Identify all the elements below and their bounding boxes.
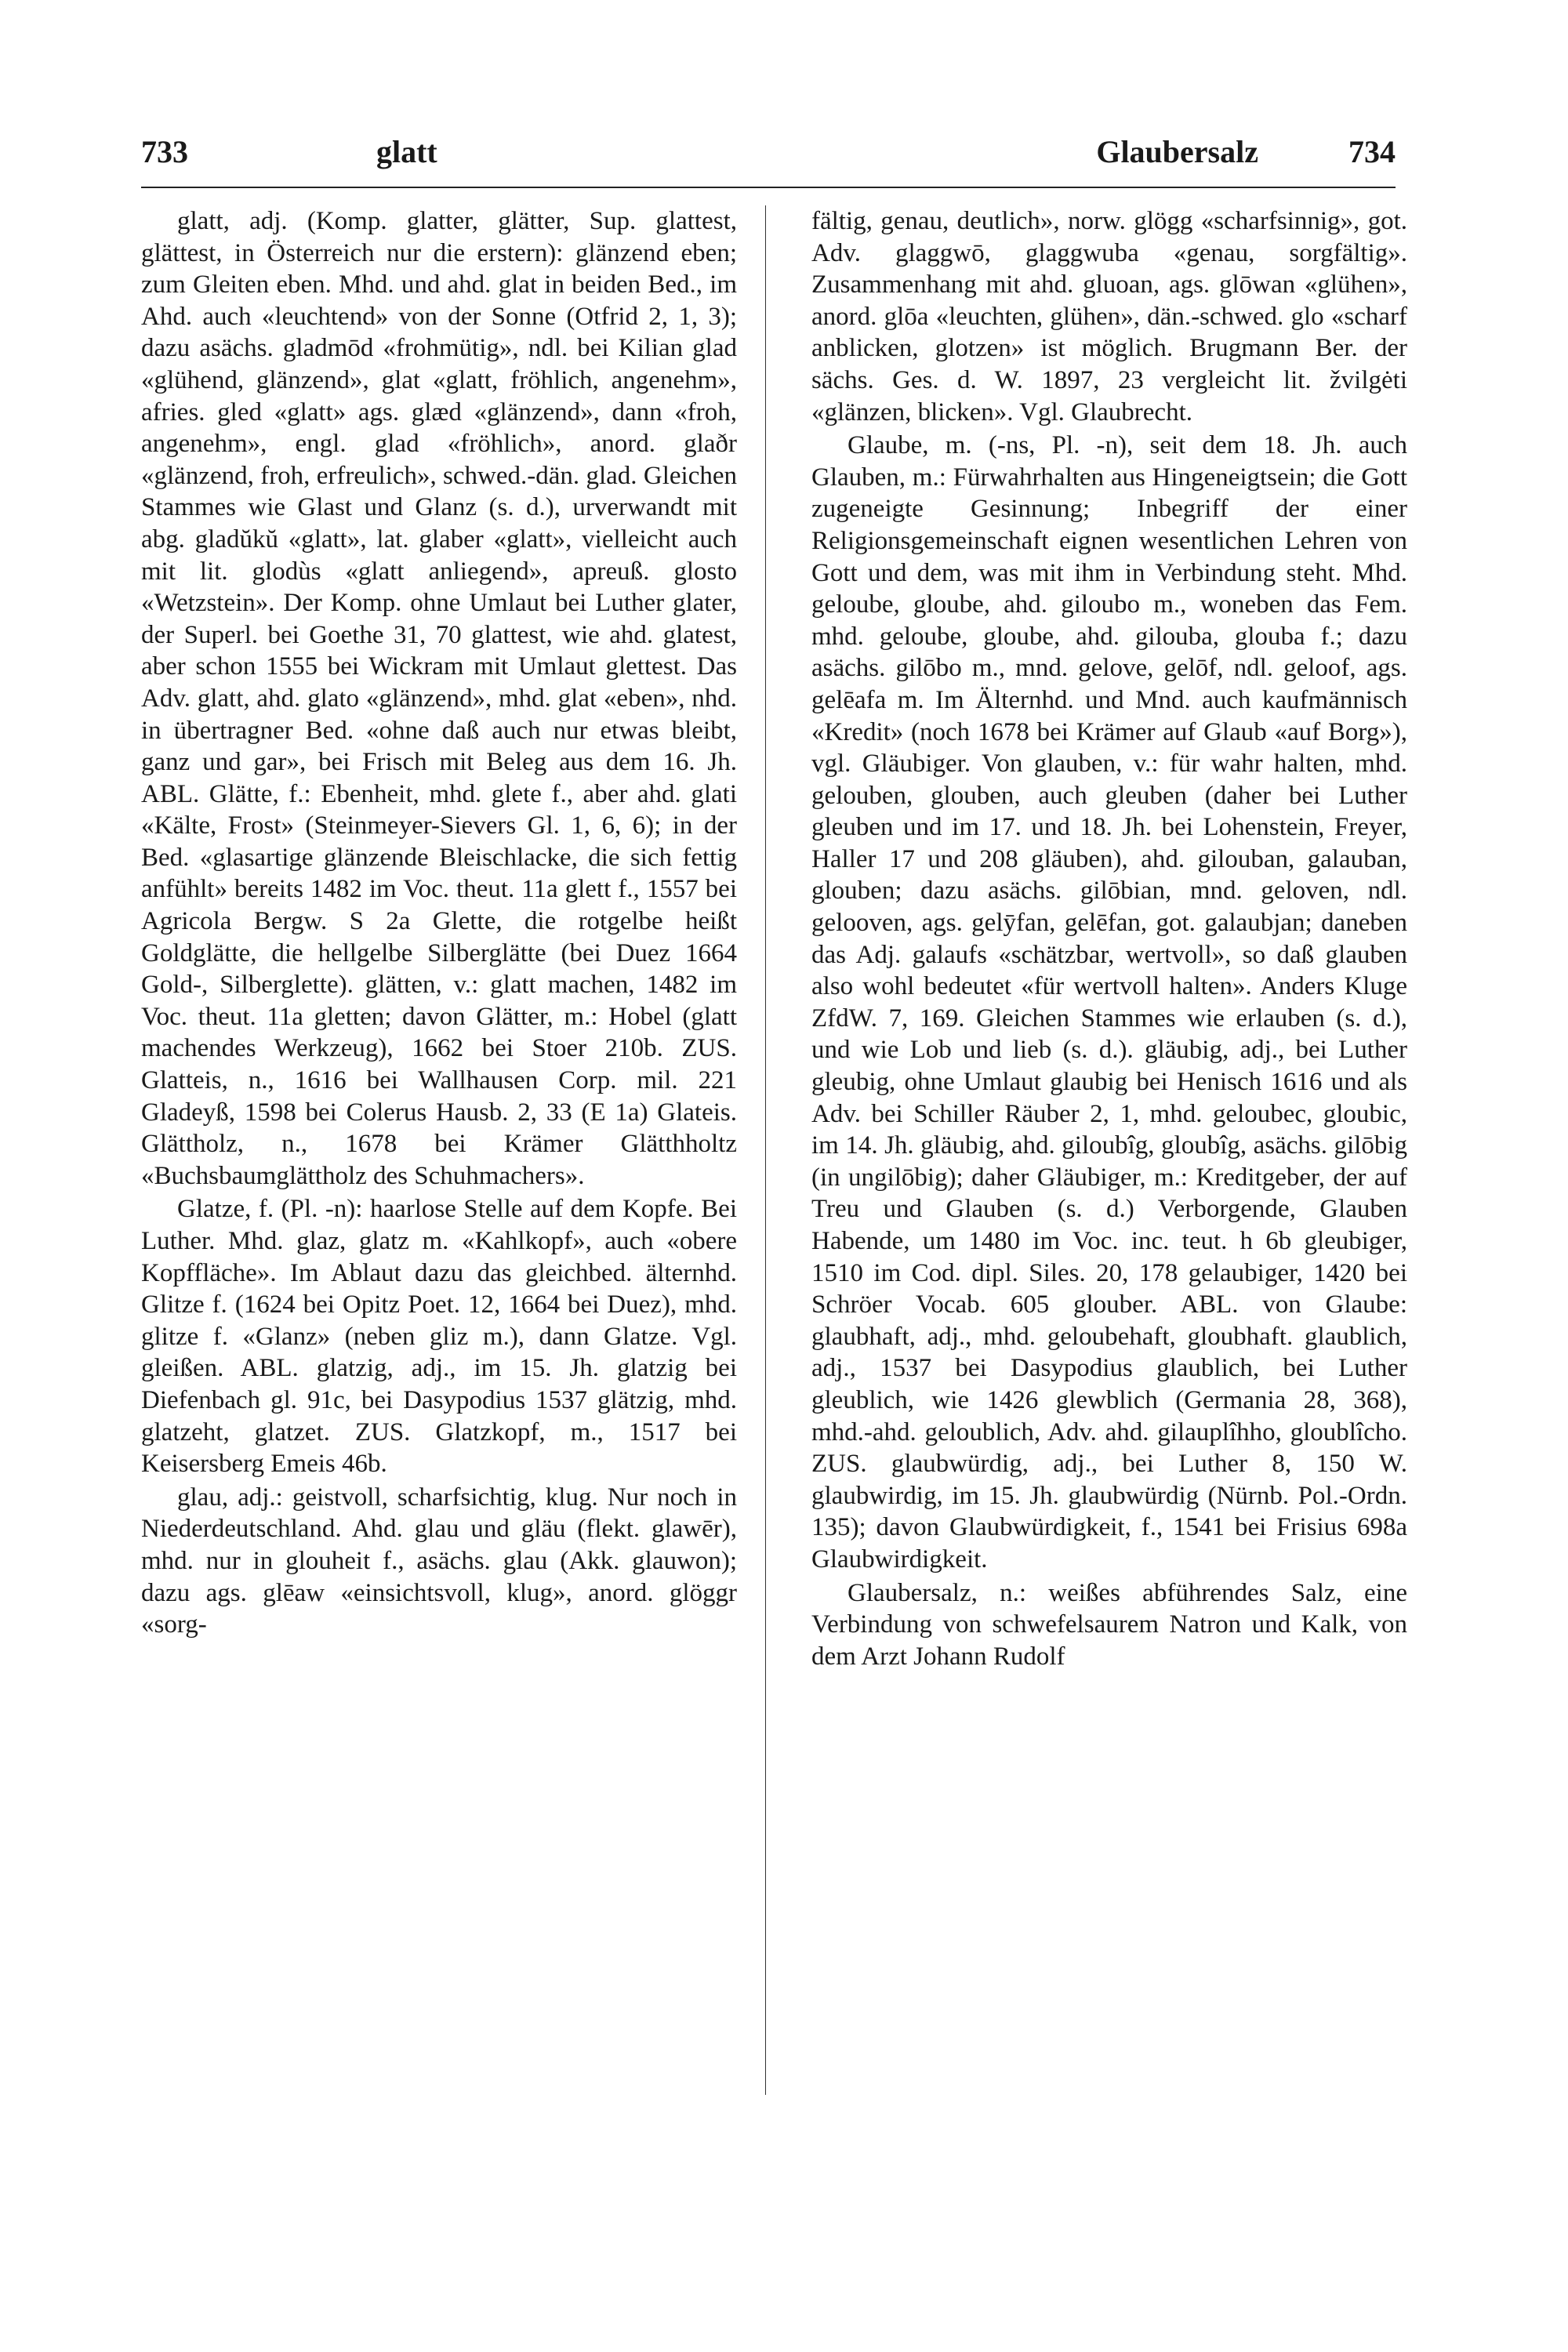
- catchword-left: glatt: [376, 134, 437, 169]
- entry-glaubersalz: Glaubersalz, n.: weißes abführendes Salz, eine Verbindung von schwefelsaurem Natron und Kalk, von dem Arzt Johann Rudolf: [811, 1578, 1407, 1671]
- page-number-left: 733: [141, 134, 188, 169]
- entry-glatt: glatt, adj. (Komp. glatter, glätter, Sup. glattest, glättest, in Österreich nur die erstern): glänzend eben; zum Gleiten eben. Mhd. und ahd. glat in beiden Bed., im Ahd. auch «leuchtend» von der Sonne (Otfrid 2, 1, 3); dazu asächs. gladmōd «frohmütig», ndl. bei Kilian glad «glühend, glänzend», glat «glatt, fröhlich, angenehm», afries. gled «glatt» ags. glæd «glänzend», dann «froh, angenehm», engl. glad «fröhlich», anord. glaðr «glänzend, froh, erfreulich», schwed.-dän. glad. Gleichen Stammes wie Glast und Glanz (s. d.), urverwandt mit abg. gladŭkŭ «glatt», lat. glaber «glatt», vielleicht auch mit lit. glodùs «glatt anliegend», apreuß. glosto «Wetzstein». Der Komp. ohne Umlaut bei Luther glater, der Superl. bei Goethe 31, 70 glattest, wie ahd. glatest, aber schon 1555 bei Wickram mit Umlaut glettest. Das Adv. glatt, ahd. glato «glänzend», mhd. glat «eben», nhd. in übertragner Bed. «ohne daß auch nur etwas bleibt, ganz und gar», bei Frisch mit Beleg aus dem 16. Jh. ABL. Glätte, f.: Ebenheit, mhd. glete f., aber ahd. glati «Kälte, Frost» (Steinmeyer-Sievers Gl. 1, 6, 6); in der Bed. «glasartige glänzende Bleischlacke, die sich fettig anfühlt» bereits 1482 im Voc. theut. 11a glett f., 1557 bei Agricola Bergw. S 2a Glette, die rotgelbe heißt Goldglätte, die hellgelbe Silberglätte (bei Duez 1664 Gold-, Silberglette). glätten, v.: glatt machen, 1482 im Voc. theut. 11a gletten; davon Glätter, m.: Hobel (glatt machendes Werkzeug), 1662 bei Stoer 210b. ZUS. Glatteis, n., 1616 bei Wallhausen Corp. mil. 221 Gladeyß, 1598 bei Colerus Hausb. 2, 33 (E 1a) Glateis. Glättholz, n., 1678 bei Krämer Glätthholtz «Buchsbaumglättholz des Schuhmachers».: [141, 207, 737, 1190]
- left-column: [141, 205, 737, 2259]
- column-divider: [765, 205, 766, 2095]
- page-number-right: 734: [1348, 134, 1396, 169]
- header-rule: [141, 187, 1396, 188]
- catchword-right: Glaubersalz: [1096, 134, 1258, 169]
- entry-glau: glau, adj.: geistvoll, scharfsichtig, klug. Nur noch in Niederdeutschland. Ahd. glau und gläu (flekt. glawēr), mhd. nur in glouheit f., asächs. glau (Akk. glauwon); dazu ags. glēaw «einsichtsvoll, klug», anord. glöggr «sorg-: [141, 1483, 737, 1639]
- running-header: [141, 133, 1396, 188]
- entry-glatze: Glatze, f. (Pl. -n): haarlose Stelle auf dem Kopfe. Bei Luther. Mhd. glaz, glatz m. «Kahlkopf», auch «obere Kopffläche». Im Ablaut dazu das gleichbed. älternhd. Glitze f. (1624 bei Opitz Poet. 12, 1664 bei Duez), mhd. glitze f. «Glanz» (neben gliz m.), dann Glatze. Vgl. gleißen. ABL. glatzig, adj., im 15. Jh. glatzig bei Diefenbach gl. 91c, bei Dasypodius 1537 glätzig, mhd. glatzeht, glatzet. ZUS. Glatzkopf, m., 1517 bei Keisersberg Emeis 46b.: [141, 1195, 737, 1479]
- right-column: [811, 205, 1407, 2259]
- entry-glaube: Glaube, m. (-ns, Pl. -n), seit dem 18. Jh. auch Glauben, m.: Fürwahrhalten aus Hingeneigtsein; die Gott zugeneigte Gesinnung; Inbegriff der einer Religionsgemeinschaft eignen wesentlichen Lehren von Gott und dem, was mit ihm in Verbindung steht. Mhd. geloube, gloube, ahd. giloubo m., woneben das Fem. mhd. geloube, gloube, ahd. gilouba, glouba f.; dazu asächs. gilōbo m., mnd. gelove, gelōf, ndl. geloof, ags. gelēafa m. Im Älternhd. und Mnd. auch kaufmännisch «Kredit» (noch 1678 bei Krämer auf Glaub «auf Borg»), vgl. Gläubiger. Von glauben, v.: für wahr halten, mhd. gelouben, glouben, auch gleuben (daher bei Luther gleuben und im 17. und 18. Jh. bei Lohenstein, Freyer, Haller 17 und 208 gläuben), ahd. gilouban, galauban, glouben; dazu asächs. gilōbian, mnd. geloven, ndl. gelooven, ags. gelȳfan, gelēfan, got. galaubjan; daneben das Adj. galaufs «schätzbar, wertvoll», so daß glauben also wohl bedeutet «für wertvoll halten». Anders Kluge ZfdW. 7, 169. Gleichen Stammes wie erlauben (s. d.), und wie Lob und lieb (s. d.). gläubig, adj., bei Luther gleubig, ohne Umlaut glaubig bei Henisch 1616 und als Adv. bei Schiller Räuber 2, 1, mhd. geloubec, gloubic, im 14. Jh. gläubig, ahd. giloubîg, gloubîg, asächs. gilōbig (in ungilōbig); daher Gläubiger, m.: Kreditgeber, der auf Treu und Glauben (s. d.) Verborgende, Glauben Habende, um 1480 im Voc. inc. teut. h 6b gleubiger, 1510 im Cod. dipl. Siles. 20, 178 gelaubiger, 1420 bei Schröer Vocab. 605 glouber. ABL. von Glaube: glaubhaft, adj., mhd. geloubehaft, gloubhaft. glaublich, adj., 1537 bei Dasypodius glaublich, bei Luther gleublich, wie 1426 glewblich (Germania 28, 368), mhd.-ahd. geloublich, Adv. ahd. gilauplîhho, gloublîcho. ZUS. glaubwürdig, adj., bei Luther 8, 150 W. glaubwirdig, im 15. Jh. glaubwürdig (Nürnb. Pol.-Ordn. 135); davon Glaubwürdigkeit, f., 1541 bei Frisius 698a Glaubwirdigkeit.: [811, 431, 1407, 1573]
- entry-glau-continued: fältig, genau, deutlich», norw. glögg «scharfsinnig», got. Adv. glaggwō, glaggwuba «genau, sorgfältig». Zusammenhang mit ahd. gluoan, ags. glōwan «glühen», anord. glōa «leuchten, glühen», dän.-schwed. glo «scharf anblicken, glotzen» ist möglich. Brugmann Ber. der sächs. Ges. d. W. 1897, 23 vergleicht lit. žvilgėti «glänzen, blicken». Vgl. Glaubrecht.: [811, 207, 1407, 426]
